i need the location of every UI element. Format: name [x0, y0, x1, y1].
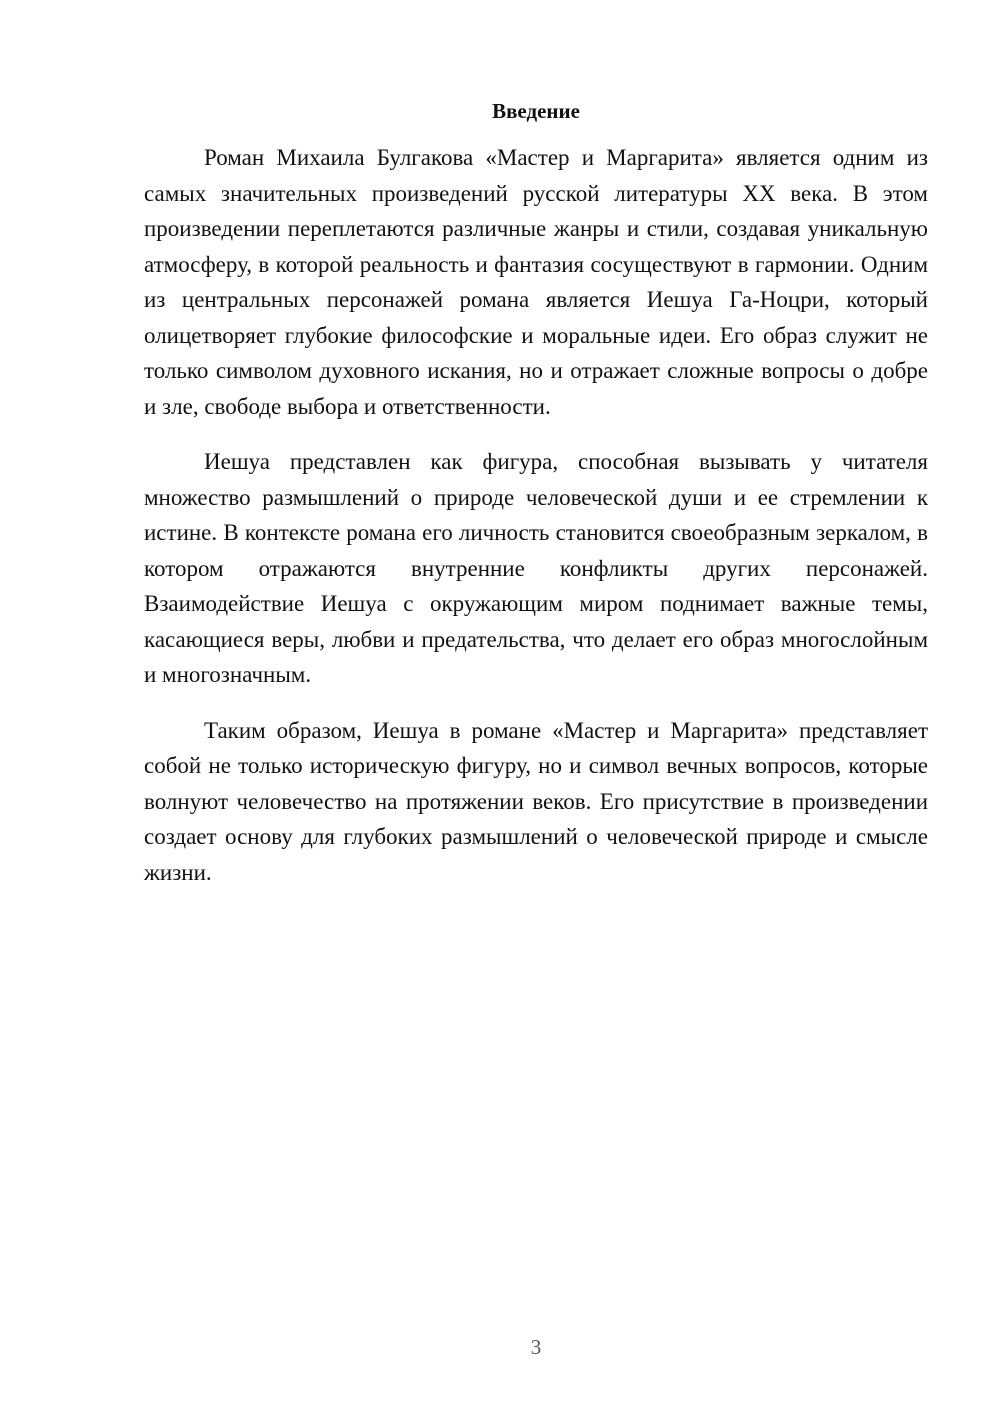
body-text [144, 140, 928, 910]
section-title: Введение [492, 99, 580, 123]
paragraph-1: Роман Михаила Булгакова «Мастер и Маргарита» является одним из самых значительных произведений русской литературы XX века. В этом произведении переплетаются различные жанры и стили, создавая уникальную атмосферу, в которой реальность и фантазия сосуществуют в гармонии. Одним из центральных персонажей романа является Иешуа Га-Ноцри, который олицетворяет глубокие философские и моральные идеи. Его образ служит не только символом духовного искания, но и отражает сложные вопросы о добре и зле, свободе выбора и ответственности. [144, 145, 928, 419]
paragraph-3: Таким образом, Иешуа в романе «Мастер и Маргарита» представляет собой не только историческую фигуру, но и символ вечных вопросов, которые волнуют человечество на протяжении веков. Его присутствие в произведении создает основу для глубоких размышлений о человеческой природе и смысле жизни. [144, 717, 928, 885]
paragraph-2: Иешуа представлен как фигура, способная вызывать у читателя множество размышлений о природе человеческой души и ее стремлении к истине. В контексте романа его личность становится своеобразным зеркалом, в котором отражаются внутренние конфликты других персонажей. Взаимодействие Иешуа с окружающим миром поднимает важные темы, касающиеся веры, любви и предательства, что делает его образ многослойным и многозначным. [144, 449, 928, 687]
page-number: 3 [530, 1335, 542, 1359]
